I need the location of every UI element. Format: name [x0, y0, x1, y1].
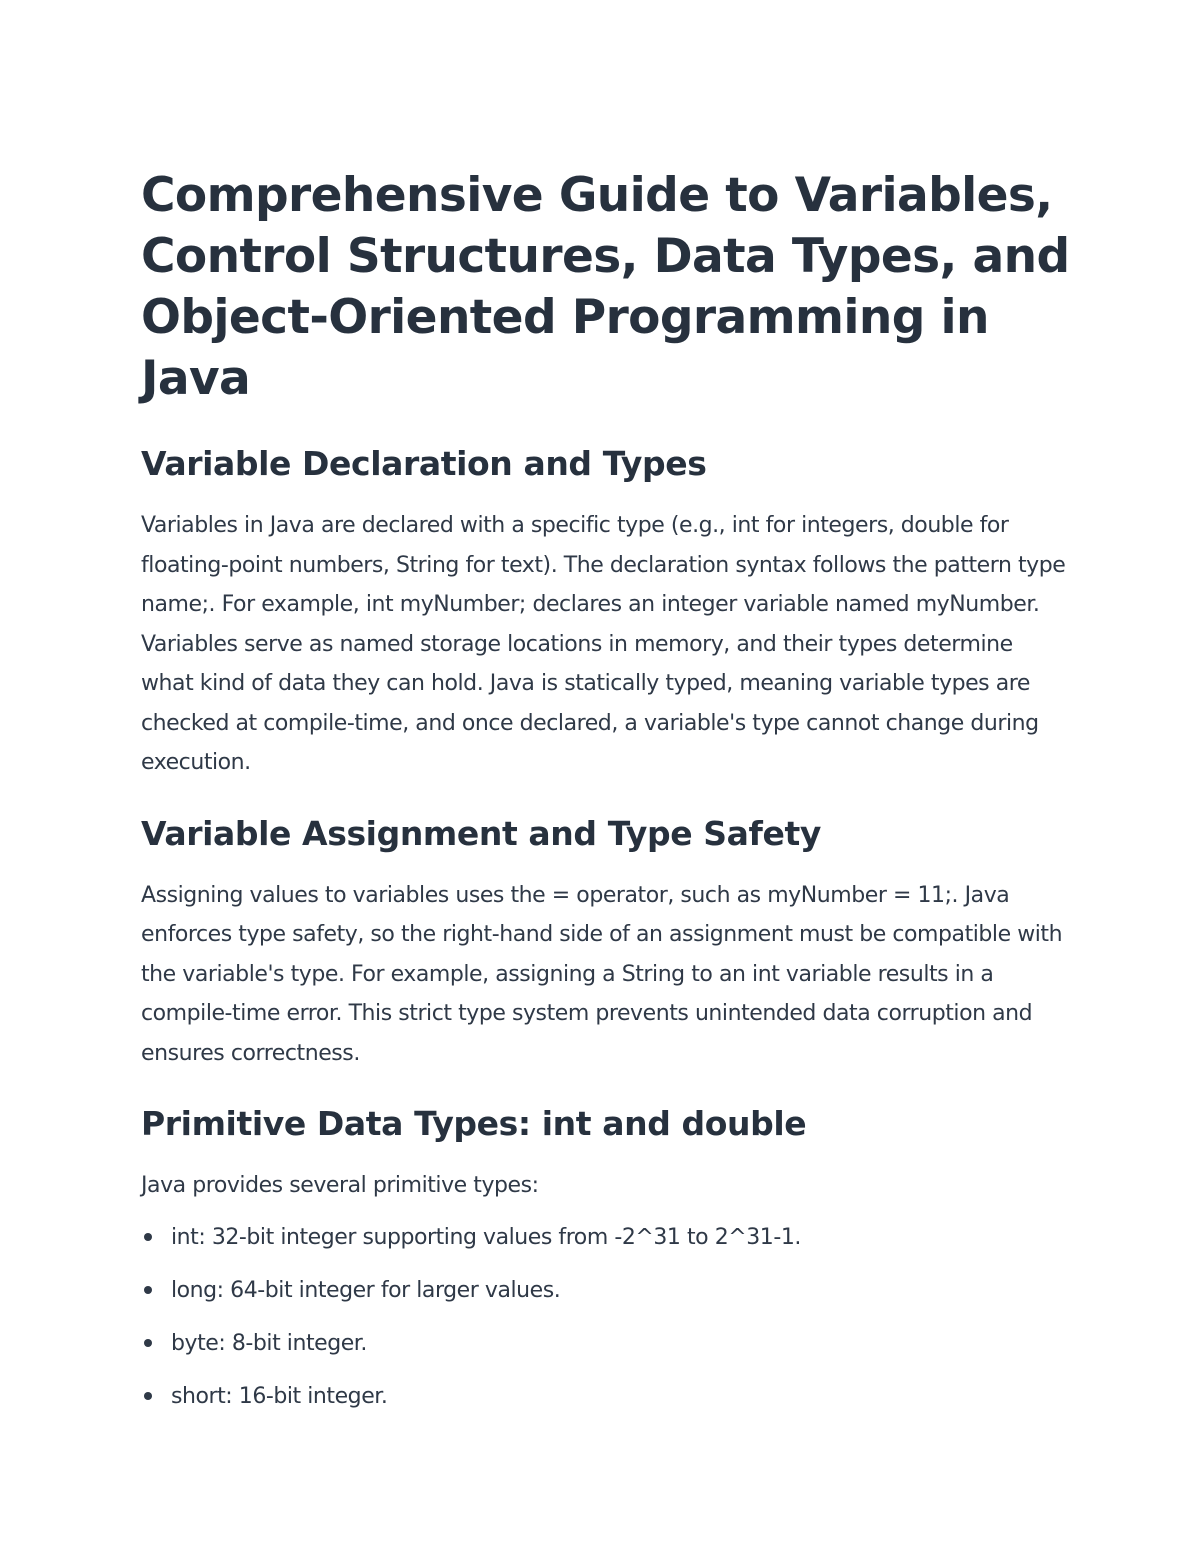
list-item-text: short: 16-bit integer. — [171, 1383, 388, 1409]
section-variable-declaration — [141, 442, 1071, 783]
bullet-icon — [144, 1339, 152, 1347]
section-paragraph: Variables in Java are declared with a specific type (e.g., int for integers, double for floating-point numbers, String for text). The declaration syntax follows the pattern type name;. For example, int myNumber; declares an integer variable named myNumber. Variables serve as named storage locations in memory, and their types determine what kind of data they can hold. Java is statically typed, meaning variable types are checked at compile-time, and once declared, a variable's type cannot change during execution. — [141, 513, 1066, 775]
section-paragraph: Java provides several primitive types: — [141, 1173, 539, 1198]
document-page — [141, 165, 1071, 1430]
section-heading: Variable Declaration and Types — [141, 444, 707, 483]
list-item — [141, 1377, 1071, 1416]
section-heading: Primitive Data Types: int and double — [141, 1104, 807, 1143]
list-item-text: int: 32-bit integer supporting values from -2^31 to 2^31-1. — [171, 1224, 801, 1250]
bullet-icon — [144, 1233, 152, 1241]
list-item — [141, 1324, 1071, 1363]
section-variable-assignment — [141, 812, 1071, 1074]
primitive-types-list — [141, 1218, 1071, 1416]
list-item-text: long: 64-bit integer for larger values. — [171, 1277, 561, 1303]
bullet-icon — [144, 1392, 152, 1400]
section-primitive-types — [141, 1102, 1071, 1416]
document-title: Comprehensive Guide to Variables, Control Structures, Data Types, and Object-Oriented Programming in Java — [141, 168, 1070, 406]
list-item — [141, 1271, 1071, 1310]
list-item-text: byte: 8-bit integer. — [171, 1330, 367, 1356]
bullet-icon — [144, 1286, 152, 1294]
section-heading: Variable Assignment and Type Safety — [141, 813, 821, 853]
list-item — [141, 1218, 1071, 1257]
section-paragraph: Assigning values to variables uses the = operator, such as myNumber = 11;. Java enforces type safety, so the right-hand side of an assignment must be compatible with the variable's type. For example, assigning a String to an int variable results in a compile-time error. This strict type system prevents unintended data corruption and ensures correctness. — [141, 882, 1063, 1066]
